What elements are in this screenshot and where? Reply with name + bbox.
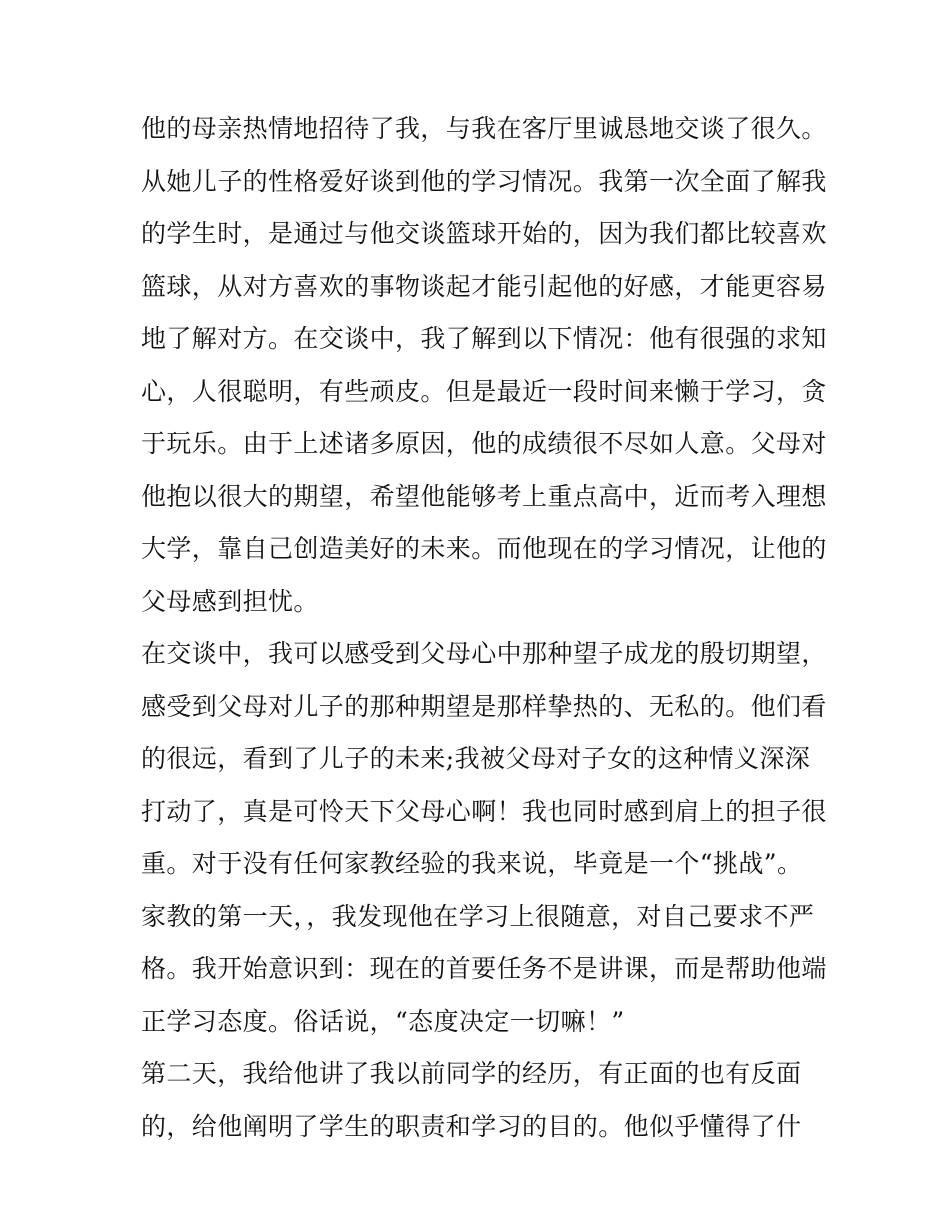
text-line: 重。对于没有任何家教经验的我来说，毕竟是一个“挑战”。: [141, 849, 803, 878]
text-line: 地了解对方。在交谈中，我了解到以下情况：他有很强的求知: [141, 324, 827, 353]
text-line: 心，人很聪明，有些顽皮。但是最近一段时间来懒于学习，贪: [141, 376, 827, 406]
text-line: 的学生时，是通过与他交谈篮球开始的，因为我们都比较喜欢: [141, 219, 827, 248]
text-line: 在交谈中，我可以感受到父母心中那种望子成龙的殷切期望，: [141, 639, 827, 668]
text-line: 格。我开始意识到：现在的首要任务不是讲课，而是帮助他端: [141, 954, 827, 983]
text-line: 第二天，我给他讲了我以前同学的经历，有正面的也有反面: [141, 1059, 802, 1088]
text-line: 于玩乐。由于上述诸多原因，他的成绩很不尽如人意。父母对: [141, 429, 827, 458]
text-line: 感受到父母对儿子的那种期望是那样挚热的、无私的。他们看: [141, 691, 827, 721]
document-body: [141, 108, 827, 1158]
text-line: 正学习态度。俗话说，“态度决定一切嘛！”: [141, 1006, 625, 1036]
text-line: 大学，靠自己创造美好的未来。而他现在的学习情况，让他的: [141, 534, 827, 563]
text-line: 的很远，看到了儿子的未来;我被父母对子女的这种情义深深: [141, 744, 811, 773]
text-line: 从她儿子的性格爱好谈到他的学习情况。我第一次全面了解我: [141, 166, 827, 196]
text-line: 父母感到担忧。: [141, 586, 319, 616]
text-line: 打动了，真是可怜天下父母心啊！我也同时感到肩上的担子很: [141, 796, 827, 826]
text-line: 他的母亲热情地招待了我，与我在客厅里诚恳地交谈了很久。: [141, 114, 827, 143]
text-line: 他抱以很大的期望，希望他能够考上重点高中，近而考入理想: [141, 481, 827, 511]
text-line: 的，给他阐明了学生的职责和学习的目的。他似乎懂得了什: [141, 1111, 802, 1141]
text-line: 家教的第一天，，我发现他在学习上很随意，对自己要求不严: [141, 901, 815, 931]
text-line: 篮球，从对方喜欢的事物谈起才能引起他的好感，才能更容易: [141, 271, 827, 301]
